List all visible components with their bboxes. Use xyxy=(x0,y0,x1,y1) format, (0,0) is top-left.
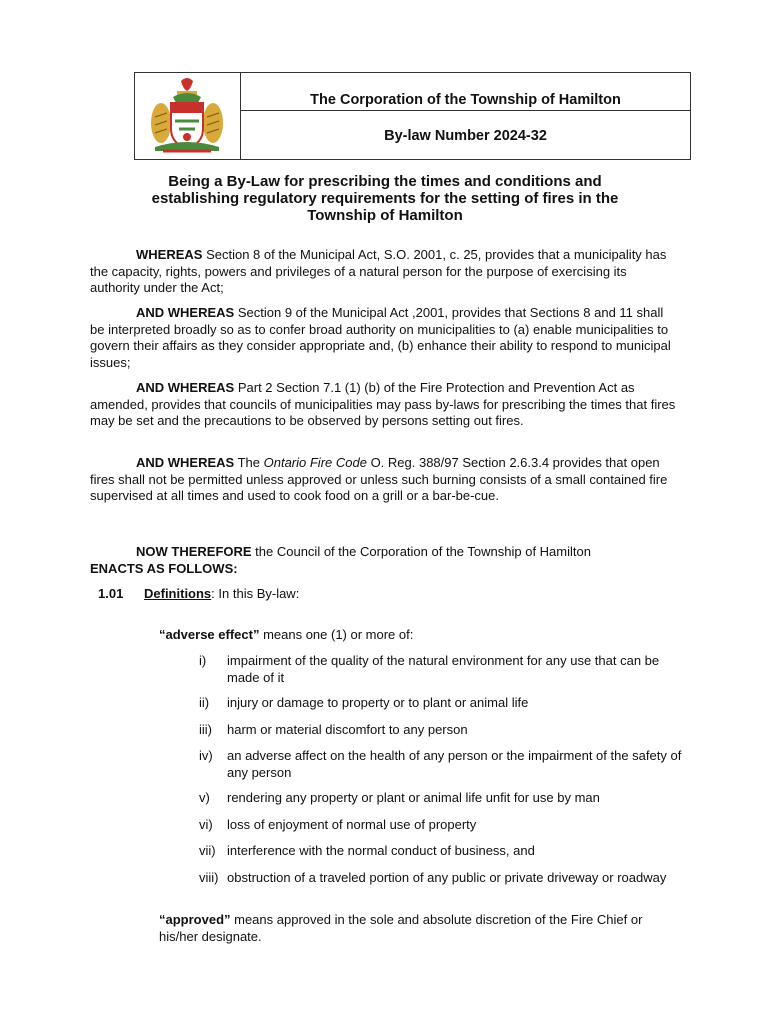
recital-2 xyxy=(90,305,680,371)
recital-3 xyxy=(90,380,680,430)
item-number: iv) xyxy=(199,748,213,763)
term-name: “adverse effect” xyxy=(159,627,260,642)
item-text: an adverse affect on the health of any person or the impairment of the safety of any person xyxy=(227,748,682,780)
crest-cell xyxy=(135,73,241,159)
term-intro: means one (1) or more of: xyxy=(259,627,414,642)
header-table xyxy=(134,72,691,160)
enactment-lead: NOW THEREFORE xyxy=(136,544,252,559)
item-number: iii) xyxy=(199,722,212,737)
recital-text: O. Reg. 388/97 Section 2.6.3.4 provides that open fires shall not be permitted unless approved or unless such burning consists of a small contained fire supervised at all times and used to cook food on a grill or a bar-be-cue. xyxy=(90,455,668,503)
term-text: means approved in the sole and absolute discretion of the Fire Chief or his/her designate. xyxy=(159,912,643,944)
enactment-clause xyxy=(90,544,680,577)
section-title: Definitions xyxy=(144,586,212,601)
recital-lead: AND WHEREAS xyxy=(136,305,235,320)
enactment-text: the Council of the Corporation of the Township of Hamilton xyxy=(251,544,591,559)
recital-1 xyxy=(90,247,680,297)
item-text: interference with the normal conduct of business, and xyxy=(227,843,535,858)
enacts-as-follows: ENACTS AS FOLLOWS: xyxy=(90,560,238,576)
item-text: harm or material discomfort to any person xyxy=(227,722,468,737)
corporation-title: The Corporation of the Township of Hamilton xyxy=(241,73,690,111)
bylaw-number: By-law Number 2024-32 xyxy=(384,127,547,144)
heading-line-3: Township of Hamilton xyxy=(307,207,463,224)
term-name: “approved” xyxy=(159,912,231,927)
item-number: vi) xyxy=(199,817,213,832)
adverse-effect-definition xyxy=(159,627,679,644)
item-number: viii) xyxy=(199,870,219,885)
item-text: loss of enjoyment of normal use of property xyxy=(227,817,477,832)
heading-line-2: establishing regulatory requirements for the setting of fires in the xyxy=(151,190,619,207)
recital-4 xyxy=(90,455,680,505)
recital-text: Section 8 of the Municipal Act, S.O. 2001, c. 25, provides that a municipality has the capacity, rights, powers and privileges of a natural person for the purpose of exercising its authority under the Act; xyxy=(90,247,667,295)
item-number: i) xyxy=(199,653,207,668)
recital-pre: The xyxy=(234,455,264,470)
recital-italic: Ontario Fire Code xyxy=(263,455,367,470)
bylaw-heading xyxy=(90,173,680,224)
item-number: v) xyxy=(199,790,210,805)
township-crest-icon xyxy=(149,77,225,155)
recital-text: Section 9 of the Municipal Act ,2001, provides that Sections 8 and 11 shall be interpreted broadly so as to confer broad authority on municipalities to (a) enable municipalities to govern their affairs as they consider appropriate and, (b) enhance their ability to respond to municipal issues; xyxy=(90,305,671,370)
definitions-section xyxy=(98,586,299,601)
item-number: ii) xyxy=(199,695,210,710)
item-text: impairment of the quality of the natural environment for any use that can be made of it xyxy=(227,653,660,685)
item-number: vii) xyxy=(199,843,216,858)
recital-lead: WHEREAS xyxy=(136,247,203,262)
heading-line-1: Being a By-Law for prescribing the times and conditions and xyxy=(168,173,602,190)
recital-lead: AND WHEREAS xyxy=(136,380,235,395)
section-intro: : In this By-law: xyxy=(211,586,300,601)
item-text: rendering any property or plant or animal life unfit for use by man xyxy=(227,790,600,805)
item-text: injury or damage to property or to plant or animal life xyxy=(227,695,529,710)
recital-lead: AND WHEREAS xyxy=(136,455,235,470)
section-number: 1.01 xyxy=(98,586,124,601)
approved-definition xyxy=(159,912,679,945)
item-text: obstruction of a traveled portion of any public or private driveway or roadway xyxy=(227,870,667,885)
recital-text: Part 2 Section 7.1 (1) (b) of the Fire Protection and Prevention Act as amended, provides that councils of municipalities may pass by-laws for prescribing the times that fires may be set and the precautions to be observed by persons setting out fires. xyxy=(90,380,676,428)
